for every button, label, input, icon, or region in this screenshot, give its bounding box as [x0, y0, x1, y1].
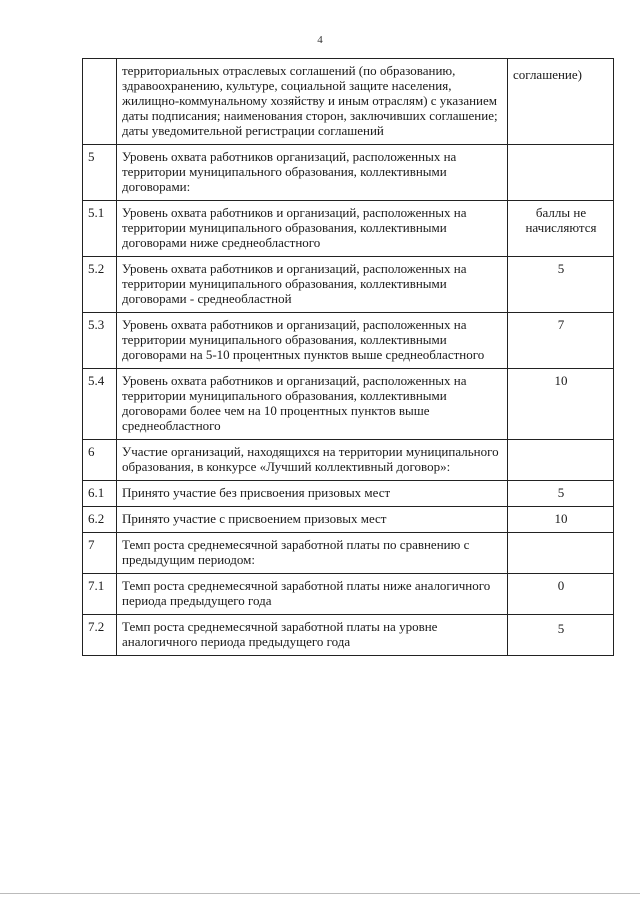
row-score: 10: [508, 369, 614, 440]
row-description: Темп роста среднемесячной заработной платы на уровне аналогичного периода предыдущего года: [117, 615, 508, 656]
row-description: Уровень охвата работников и организаций, расположенных на территории муниципального образования, коллективными договорами на 5-10 процентных пунктов выше среднеобластного: [117, 313, 508, 369]
table-row: [83, 145, 614, 201]
row-description: Уровень охвата работников и организаций, расположенных на территории муниципального образования, коллективными договорами более чем на 10 процентных пунктов выше среднеобластного: [117, 369, 508, 440]
row-score: 5: [508, 257, 614, 313]
row-number: 7.1: [83, 574, 117, 615]
table-row: [83, 507, 614, 533]
row-score: 5: [508, 481, 614, 507]
table-row: [83, 313, 614, 369]
table-row: [83, 59, 614, 145]
row-score: 5: [508, 615, 614, 656]
page-number: 4: [317, 34, 323, 46]
row-score: баллы не начисляются: [508, 201, 614, 257]
row-description: Темп роста среднемесячной заработной платы ниже аналогичного периода предыдущего года: [117, 574, 508, 615]
table-row: [83, 257, 614, 313]
row-description: Принято участие без присвоения призовых мест: [117, 481, 508, 507]
criteria-table: [82, 58, 614, 656]
row-score: 7: [508, 313, 614, 369]
table-row: [83, 201, 614, 257]
row-number: 5.2: [83, 257, 117, 313]
row-description: Принято участие с присвоением призовых мест: [117, 507, 508, 533]
row-number: 6.2: [83, 507, 117, 533]
row-number: 5.3: [83, 313, 117, 369]
row-number: 6.1: [83, 481, 117, 507]
row-number: [83, 59, 117, 145]
table-row: [83, 574, 614, 615]
row-description: территориальных отраслевых соглашений (по образованию, здравоохранению, культуре, социальной защите населения, жилищно-коммунальному хозяйству и иным отраслям) с указанием даты подписания; наименования сторон, заключивших соглашение; даты уведомительной регистрации соглашений: [117, 59, 508, 145]
row-number: 7: [83, 533, 117, 574]
row-number: 7.2: [83, 615, 117, 656]
table-row: [83, 369, 614, 440]
row-description: Уровень охвата работников и организаций, расположенных на территории муниципального образования, коллективными договорами ниже среднеобластного: [117, 201, 508, 257]
row-score: соглашение): [508, 59, 614, 145]
row-number: 5.1: [83, 201, 117, 257]
table-row: [83, 440, 614, 481]
row-number: 5.4: [83, 369, 117, 440]
table-row: [83, 533, 614, 574]
row-score: [508, 440, 614, 481]
row-score: [508, 145, 614, 201]
row-score: 0: [508, 574, 614, 615]
row-number: 6: [83, 440, 117, 481]
table-row: [83, 615, 614, 656]
row-number: 5: [83, 145, 117, 201]
row-description: Участие организаций, находящихся на территории муниципального образования, в конкурсе «Лучший коллективный договор»:: [117, 440, 508, 481]
row-description: Уровень охвата работников и организаций, расположенных на территории муниципального образования, коллективными договорами - среднеобластной: [117, 257, 508, 313]
row-score: [508, 533, 614, 574]
row-description: Темп роста среднемесячной заработной платы по сравнению с предыдущим периодом:: [117, 533, 508, 574]
row-score: 10: [508, 507, 614, 533]
row-description: Уровень охвата работников организаций, расположенных на территории муниципального образования, коллективными договорами:: [117, 145, 508, 201]
page-bottom-edge: [0, 893, 640, 894]
table-row: [83, 481, 614, 507]
